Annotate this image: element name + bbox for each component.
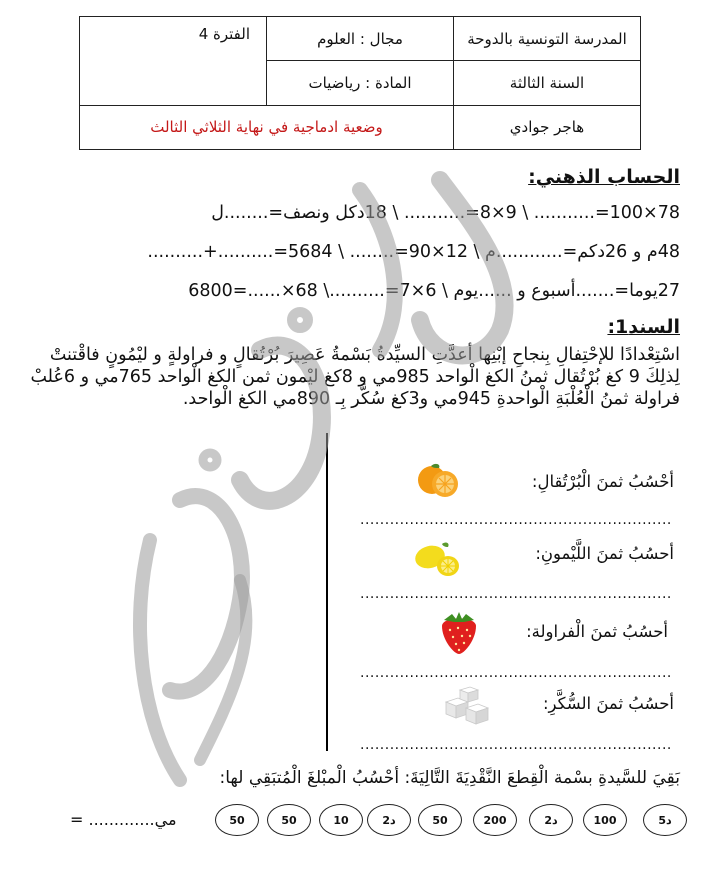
subject-label: المادة : رياضيات	[267, 61, 454, 105]
mental-line-2: 48م و 26دكم=............م \ 12×90=........ \ 5684=..........+..........	[147, 242, 680, 262]
answer-line-orange[interactable]: ...............................................................	[360, 512, 672, 528]
sugar-icon	[440, 684, 500, 726]
remaining-prompt: بَقِيَ للسَّيدةِ بسْمة الْقِطعَ النَّقْدِيَةَ التَّالِيَةَ: أحْسُبُ الْمبْلغَ الْمُتبَقِي لها:	[219, 768, 680, 788]
coin-100: 100	[583, 804, 627, 836]
question-orange: أحْسُبُ ثمنَ الْبُرْتُقالِ:	[531, 472, 674, 491]
header-table	[79, 16, 641, 150]
worksheet-title: وضعية ادماجية في نهاية الثلاثي الثالث	[80, 105, 454, 149]
coin-5d: 5د	[643, 804, 687, 836]
question-strawberry: أحسُبُ ثمنَ الْفراولة:	[526, 622, 668, 641]
teacher-name: هاجر جوادي	[454, 105, 641, 149]
question-lemon: أحسُبُ ثمنَ اللَّيْمونِ:	[535, 544, 674, 563]
answer-line-strawberry[interactable]: ...............................................................	[360, 665, 672, 681]
coin-50: 50	[267, 804, 311, 836]
strawberry-icon	[434, 608, 484, 658]
mental-heading: الحساب الذهني:	[528, 166, 680, 188]
grade-label: السنة الثالثة	[454, 61, 641, 105]
coin-2d: 2د	[529, 804, 573, 836]
coin-10: 10	[319, 804, 363, 836]
mental-line-3: 27يوما=.......أسبوع و ......يوم \ 6×7=..........\ 68×......=6800	[188, 281, 680, 301]
period-label: الفترة 4	[80, 17, 267, 106]
coins-row	[215, 804, 695, 840]
lemon-icon	[412, 538, 462, 580]
coin-50: 50	[215, 804, 259, 836]
coin-50: 50	[418, 804, 462, 836]
answer-line-sugar[interactable]: ...............................................................	[360, 737, 672, 753]
answer-line-lemon[interactable]: ...............................................................	[360, 586, 672, 602]
orange-icon	[415, 458, 461, 504]
divider-line	[326, 433, 328, 751]
question-sugar: أحسُبُ ثمنَ السُّكَّرِ:	[543, 694, 674, 713]
doc1-heading: السند1:	[607, 316, 680, 338]
field-label: مجال : العلوم	[267, 17, 454, 61]
doc1-text: اسْتِعْدادًا للإحْتِفالِ بِنجاحِ إبْنِها أعدَّتِ السيِّدةُ بَسْمةُ عَصِيرَ بُرْتُقالٍ و فراولةٍ و ليْمُونٍ فاقْتنتْ لِذلِكَ 9 كغ بُرْتُقال ثمنُ الكغ الْواحد 985مي و 8كغ ليْمون ثمن الكغ الْواحد 765مي و 6عُلبْ فراولة ثمنُ الْعُلْبَةِ الْواحدةِ 945مي و3كغ سُكَّر بِـ 890مي الكغ الْواحد.	[30, 345, 680, 409]
coin-2d: 2د	[367, 804, 411, 836]
school-name: المدرسة التونسية بالدوحة	[454, 17, 641, 61]
remaining-answer[interactable]: = .............مي	[70, 810, 177, 829]
mental-line-1: 78×100=........... \ 9×8=........... \ 18دكل ونصف=........ل	[211, 203, 680, 223]
coin-200: 200	[473, 804, 517, 836]
